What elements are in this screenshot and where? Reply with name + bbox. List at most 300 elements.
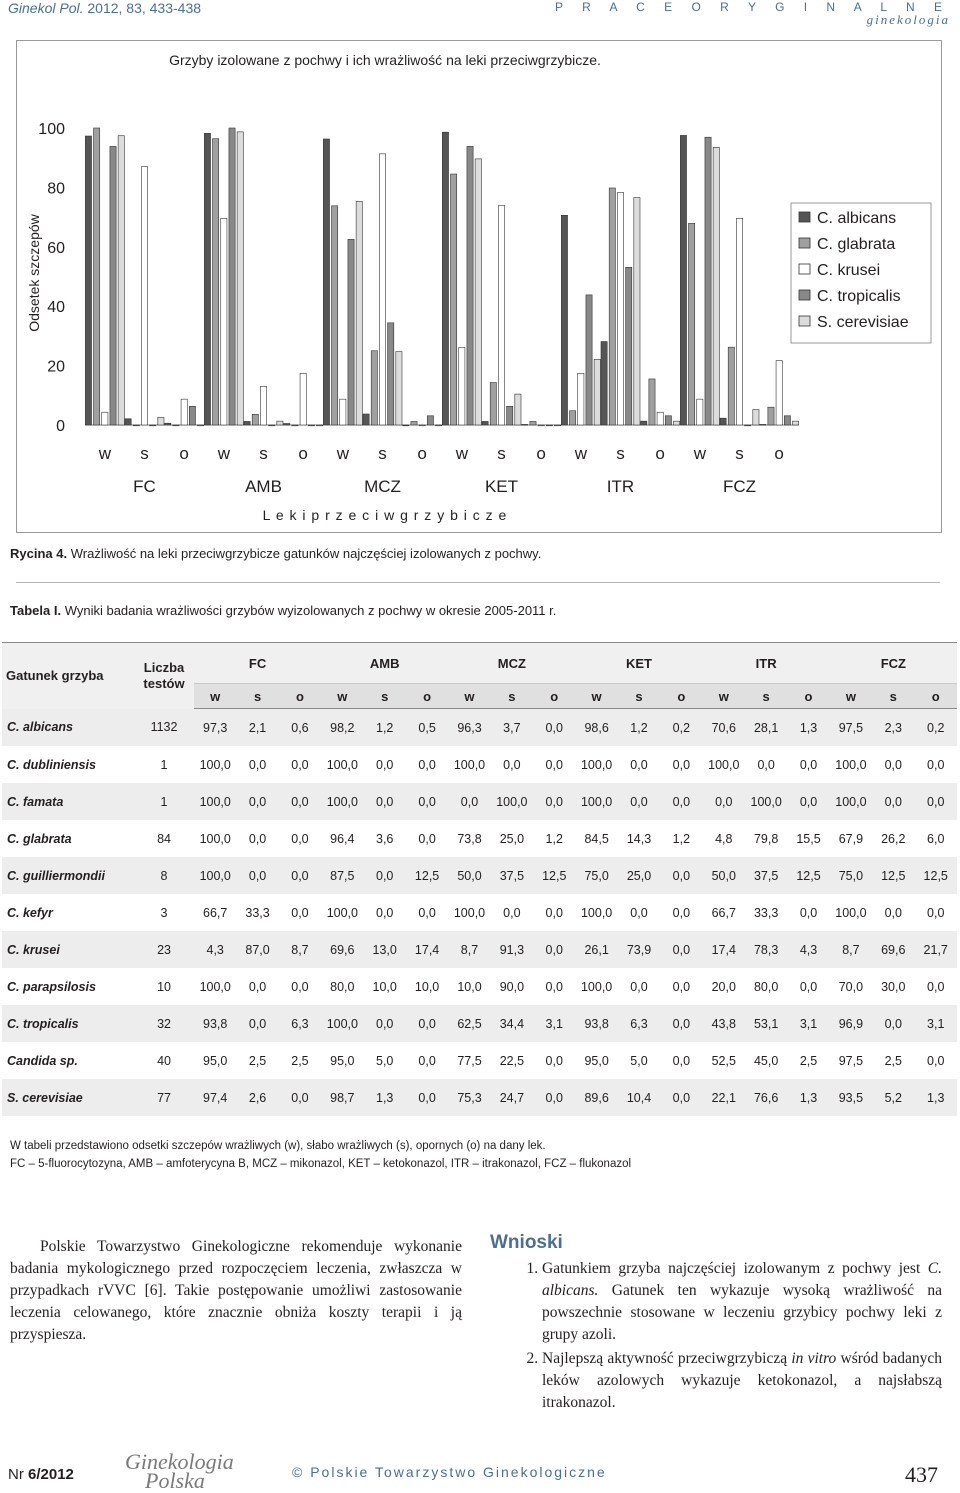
value-cell: 3,7 (491, 709, 533, 747)
value-cell: 100,0 (830, 746, 872, 783)
bar (277, 421, 283, 425)
value-cell: 0,0 (236, 783, 278, 820)
value-cell: 69,6 (872, 931, 914, 968)
value-cell: 0,0 (660, 1079, 702, 1116)
conclusion-1-species: C. albicans. (542, 1260, 942, 1299)
value-cell: 2,3 (872, 709, 914, 747)
value-cell: 12,5 (872, 857, 914, 894)
x-tick-label: w (693, 444, 706, 463)
value-cell: 15,5 (787, 820, 829, 857)
value-cell: 100,0 (575, 783, 617, 820)
value-cell: 93,5 (830, 1079, 872, 1116)
bar (110, 146, 116, 425)
value-cell: 33,3 (236, 894, 278, 931)
value-cell: 0,0 (279, 1079, 321, 1116)
value-cell: 70,0 (830, 968, 872, 1005)
value-cell: 0,0 (279, 746, 321, 783)
value-cell: 28,1 (745, 709, 787, 747)
table-note-2: FC – 5-fluorocytozyna, AMB – amfoterycyna B, MCZ – mikonazol, KET – ketokonazol, ITR – itrakonazol, FCZ – flukonazol (10, 1158, 632, 1170)
value-cell: 97,5 (830, 1042, 872, 1079)
value-cell: 0,0 (533, 931, 575, 968)
count-cell: 3 (134, 894, 194, 931)
value-cell: 3,1 (787, 1005, 829, 1042)
legend-entry: C. albicans (817, 210, 897, 227)
count-cell: 8 (134, 857, 194, 894)
value-cell: 0,0 (914, 746, 957, 783)
value-cell: 0,0 (914, 894, 957, 931)
footer-issue-prefix: Nr (8, 1466, 28, 1483)
footer-logo-line2: Polska (145, 1468, 205, 1493)
bar (252, 414, 258, 425)
bar (189, 406, 195, 425)
legend-entry: S. cerevisiae (817, 314, 909, 331)
value-cell: 3,1 (533, 1005, 575, 1042)
value-cell: 70,6 (703, 709, 745, 747)
value-cell: 100,0 (194, 820, 236, 857)
value-cell: 0,0 (279, 857, 321, 894)
value-cell: 2,5 (236, 1042, 278, 1079)
value-cell: 100,0 (703, 746, 745, 783)
value-cell: 0,0 (533, 783, 575, 820)
value-cell: 0,0 (787, 783, 829, 820)
bar (118, 136, 124, 425)
value-cell: 1,2 (618, 709, 660, 747)
bar (260, 386, 266, 425)
bar (403, 425, 409, 426)
legend-swatch (799, 290, 810, 300)
bar (522, 424, 528, 425)
value-cell: 0,2 (660, 709, 702, 747)
table-caption (10, 603, 556, 618)
value-cell: 0,0 (660, 783, 702, 820)
bar (467, 146, 473, 425)
value-cell: 24,7 (491, 1079, 533, 1116)
sub-header: w (194, 684, 236, 709)
value-cell: 0,0 (660, 1005, 702, 1042)
value-cell: 98,2 (321, 709, 363, 747)
legend-swatch (799, 264, 810, 274)
conclusions-list (490, 1258, 942, 1414)
page-number: 437 (905, 1462, 938, 1487)
table-row (2, 820, 957, 857)
value-cell: 0,0 (914, 1042, 957, 1079)
body-paragraph: Polskie Towarzystwo Ginekologiczne rekomenduje wykonanie badania mykologicznego przed rozpoczęciem leczenia, zwłaszcza w przypadkach rVVC [6]. Takie postępowanie umożliwi zastosowanie leczenia celowanego, które znacznie obniża koszty terapii i ją przyspiesza. (10, 1238, 462, 1343)
bar (586, 295, 592, 425)
value-cell: 12,5 (406, 857, 448, 894)
bar (308, 425, 314, 426)
value-cell: 100,0 (321, 783, 363, 820)
value-cell: 0,0 (660, 894, 702, 931)
bar (213, 139, 219, 425)
value-cell: 0,0 (660, 968, 702, 1005)
sub-header: o (660, 684, 702, 709)
value-cell: 0,0 (660, 1042, 702, 1079)
value-cell: 0,0 (279, 968, 321, 1005)
value-cell: 80,0 (321, 968, 363, 1005)
value-cell: 0,0 (279, 820, 321, 857)
value-cell: 76,6 (745, 1079, 787, 1116)
value-cell: 100,0 (830, 894, 872, 931)
value-cell: 0,0 (787, 968, 829, 1005)
value-cell: 0,0 (533, 746, 575, 783)
value-cell: 100,0 (448, 746, 490, 783)
value-cell: 13,0 (364, 931, 406, 968)
x-tick-label: s (616, 444, 625, 463)
value-cell: 0,0 (533, 709, 575, 747)
bar (363, 414, 369, 425)
bar (300, 373, 306, 425)
bar (269, 425, 275, 426)
value-cell: 4,3 (787, 931, 829, 968)
bar (459, 347, 465, 425)
x-tick-label: w (574, 444, 587, 463)
value-cell: 80,0 (745, 968, 787, 1005)
bar (561, 215, 567, 425)
bar (158, 417, 164, 425)
bar (482, 421, 488, 425)
legend-entry: C. tropicalis (817, 288, 901, 305)
value-cell: 0,0 (872, 1005, 914, 1042)
bar (753, 410, 759, 425)
value-cell: 73,8 (448, 820, 490, 857)
legend-entry: C. krusei (817, 262, 881, 279)
count-cell: 10 (134, 968, 194, 1005)
value-cell: 0,0 (406, 746, 448, 783)
conclusions-section (490, 1232, 942, 1416)
value-cell: 95,0 (194, 1042, 236, 1079)
bar (396, 352, 402, 425)
count-cell: 84 (134, 820, 194, 857)
y-tick-label: 20 (47, 358, 65, 376)
table-row (2, 1079, 957, 1116)
y-tick-label: 80 (47, 180, 65, 198)
table-row (2, 746, 957, 783)
x-tick-label: w (455, 444, 468, 463)
species-cell: C. dubliniensis (2, 746, 134, 783)
value-cell: 0,0 (618, 783, 660, 820)
value-cell: 100,0 (194, 968, 236, 1005)
value-cell: 93,8 (575, 1005, 617, 1042)
figure-caption (10, 546, 541, 561)
bar (371, 351, 377, 425)
bar (348, 239, 354, 425)
value-cell: 50,0 (703, 857, 745, 894)
value-cell: 100,0 (194, 783, 236, 820)
figure-label: Rycina 4. (10, 546, 68, 561)
value-cell: 0,0 (533, 894, 575, 931)
bar (736, 218, 742, 425)
value-cell: 0,6 (279, 709, 321, 747)
bar (181, 399, 187, 425)
value-cell: 69,6 (321, 931, 363, 968)
value-cell: 100,0 (194, 746, 236, 783)
sub-header: o (787, 684, 829, 709)
value-cell: 96,3 (448, 709, 490, 747)
brand-label: ginekologia (866, 12, 950, 27)
bar (689, 223, 695, 425)
value-cell: 0,0 (491, 746, 533, 783)
bar (530, 421, 536, 425)
bar (419, 425, 425, 426)
value-cell: 0,0 (448, 783, 490, 820)
value-cell: 100,0 (448, 894, 490, 931)
y-tick-label: 60 (47, 239, 65, 257)
bar (768, 407, 774, 425)
group-header: KET (575, 643, 702, 684)
value-cell: 3,1 (914, 1005, 957, 1042)
bar (490, 383, 496, 425)
sub-header: o (533, 684, 575, 709)
value-cell: 4,3 (194, 931, 236, 968)
bar (728, 347, 734, 425)
x-group-label: FC (133, 477, 156, 496)
value-cell: 12,5 (914, 857, 957, 894)
bar (697, 399, 703, 425)
footer-copyright: © Polskie Towarzystwo Ginekologiczne (292, 1464, 607, 1480)
value-cell: 25,0 (491, 820, 533, 857)
value-cell: 25,0 (618, 857, 660, 894)
bar (442, 132, 448, 425)
col-count-header (134, 643, 194, 709)
table-label: Tabela I. (10, 603, 62, 618)
bar (141, 167, 147, 425)
citation: 2012, 83, 433-438 (87, 0, 202, 16)
sub-header: o (406, 684, 448, 709)
value-cell: 6,3 (618, 1005, 660, 1042)
conclusion-1-text-c: Gatunek ten wykazuje wysoką wrażliwość na powszechnie stosowane w leczeniu grzybicy pochwy leki z grupy azoli. (542, 1282, 942, 1343)
value-cell: 0,0 (406, 1042, 448, 1079)
x-tick-label: s (497, 444, 506, 463)
value-cell: 0,0 (872, 746, 914, 783)
bar (720, 418, 726, 425)
species-cell: C. guilliermondii (2, 857, 134, 894)
value-cell: 100,0 (830, 783, 872, 820)
bar (784, 416, 790, 425)
table-row (2, 857, 957, 894)
group-header: ITR (703, 643, 830, 684)
x-tick-label: o (417, 444, 427, 463)
sub-header: w (575, 684, 617, 709)
species-cell: S. cerevisiae (2, 1079, 134, 1116)
value-cell: 50,0 (448, 857, 490, 894)
value-cell: 0,0 (533, 1042, 575, 1079)
bar (515, 394, 521, 425)
value-cell: 0,0 (787, 746, 829, 783)
x-tick-label: o (774, 444, 784, 463)
y-tick-label: 0 (56, 418, 65, 435)
value-cell: 98,7 (321, 1079, 363, 1116)
value-cell: 2,5 (787, 1042, 829, 1079)
value-cell: 95,0 (575, 1042, 617, 1079)
y-axis-label: Odsetek szczepów (26, 214, 42, 332)
bar (316, 425, 322, 426)
bar (244, 421, 250, 425)
x-tick-label: w (217, 444, 230, 463)
bar (379, 154, 385, 425)
footer-issue (8, 1466, 74, 1483)
value-cell: 2,6 (236, 1079, 278, 1116)
x-tick-label: s (378, 444, 387, 463)
bar (705, 137, 711, 425)
y-tick-label: 100 (38, 121, 65, 138)
bar (554, 425, 560, 426)
value-cell: 1,3 (364, 1079, 406, 1116)
bar (102, 412, 108, 425)
x-tick-label: s (140, 444, 149, 463)
value-cell: 0,0 (364, 783, 406, 820)
value-cell: 93,8 (194, 1005, 236, 1042)
value-cell: 2,5 (279, 1042, 321, 1079)
conclusion-2-invitro: in vitro (791, 1350, 837, 1367)
value-cell: 12,5 (533, 857, 575, 894)
value-cell: 84,5 (575, 820, 617, 857)
value-cell: 10,4 (618, 1079, 660, 1116)
species-cell: C. famata (2, 783, 134, 820)
value-cell: 0,0 (279, 783, 321, 820)
value-cell: 0,0 (406, 783, 448, 820)
value-cell: 87,0 (236, 931, 278, 968)
bar (221, 218, 227, 425)
bar (570, 411, 576, 425)
table-caption-text: Wyniki badania wrażliwości grzybów wyizolowanych z pochwy w okresie 2005-2011 r. (64, 603, 557, 618)
figure-chart-frame (16, 40, 942, 533)
bar (388, 323, 394, 425)
bar (578, 373, 584, 425)
species-cell: C. kefyr (2, 894, 134, 931)
value-cell: 62,5 (448, 1005, 490, 1042)
divider (16, 582, 940, 583)
bar (284, 424, 290, 425)
bar (125, 419, 131, 425)
value-cell: 100,0 (194, 857, 236, 894)
value-cell: 0,0 (660, 746, 702, 783)
bar (411, 421, 417, 425)
value-cell: 0,0 (236, 746, 278, 783)
value-cell: 53,1 (745, 1005, 787, 1042)
value-cell: 34,4 (491, 1005, 533, 1042)
value-cell: 43,8 (703, 1005, 745, 1042)
species-cell: C. glabrata (2, 820, 134, 857)
value-cell: 100,0 (745, 783, 787, 820)
count-cell: 1132 (134, 709, 194, 747)
value-cell: 0,2 (914, 709, 957, 747)
value-cell: 12,5 (787, 857, 829, 894)
x-tick-label: o (536, 444, 546, 463)
value-cell: 0,0 (745, 746, 787, 783)
value-cell: 2,1 (236, 709, 278, 747)
value-cell: 0,0 (618, 894, 660, 931)
species-cell: C. krusei (2, 931, 134, 968)
value-cell: 75,3 (448, 1079, 490, 1116)
value-cell: 0,0 (236, 857, 278, 894)
bar (197, 425, 203, 426)
sub-header: s (745, 684, 787, 709)
group-header: MCZ (448, 643, 575, 684)
value-cell: 0,0 (618, 968, 660, 1005)
value-cell: 21,7 (914, 931, 957, 968)
value-cell: 0,0 (406, 1005, 448, 1042)
value-cell: 0,0 (618, 746, 660, 783)
conclusions-title: Wnioski (490, 1232, 563, 1253)
value-cell: 3,6 (364, 820, 406, 857)
value-cell: 87,5 (321, 857, 363, 894)
value-cell: 8,7 (830, 931, 872, 968)
value-cell: 75,0 (575, 857, 617, 894)
bar (451, 174, 457, 425)
value-cell: 0,0 (236, 1005, 278, 1042)
value-cell: 0,0 (279, 894, 321, 931)
value-cell: 0,0 (872, 783, 914, 820)
bar (792, 421, 798, 425)
conclusion-1-text-a: Gatunkiem grzyba najczęściej izolowanym z pochwy jest (542, 1260, 928, 1277)
table-note-1: W tabeli przedstawiono odsetki szczepów wrażliwych (w), słabo wrażliwych (s), opornych (o) na dany lek. (10, 1140, 546, 1152)
count-cell: 1 (134, 783, 194, 820)
bar (332, 206, 338, 425)
x-tick-label: o (179, 444, 189, 463)
col-count-header-line1: Liczba (143, 659, 185, 675)
x-axis-label: L e k i p r z e c i w g r z y b i c z e (262, 507, 508, 523)
value-cell: 0,0 (236, 820, 278, 857)
value-cell: 100,0 (575, 894, 617, 931)
value-cell: 77,5 (448, 1042, 490, 1079)
value-cell: 4,8 (703, 820, 745, 857)
sub-header: o (914, 684, 957, 709)
bar (601, 342, 607, 425)
bar (657, 412, 663, 425)
conclusion-2-text-a: Najlepszą aktywność przeciwgrzybiczą (542, 1350, 792, 1367)
col-species-header: Gatunek grzyba (2, 643, 134, 709)
value-cell: 1,3 (787, 709, 829, 747)
x-tick-label: s (735, 444, 744, 463)
x-group-label: ITR (606, 477, 635, 496)
bar (538, 425, 544, 426)
sub-header: w (321, 684, 363, 709)
bar (292, 425, 298, 426)
table-row (2, 1005, 957, 1042)
legend-swatch (799, 316, 810, 326)
x-group-label: KET (484, 477, 519, 496)
value-cell: 30,0 (872, 968, 914, 1005)
value-cell: 1,3 (914, 1079, 957, 1116)
table-row (2, 709, 957, 747)
bar (323, 139, 329, 425)
value-cell: 8,7 (448, 931, 490, 968)
count-cell: 40 (134, 1042, 194, 1079)
x-tick-label: o (655, 444, 665, 463)
value-cell: 1,2 (660, 820, 702, 857)
y-tick-label: 40 (47, 299, 65, 317)
value-cell: 0,0 (787, 894, 829, 931)
value-cell: 1,3 (787, 1079, 829, 1116)
value-cell: 78,3 (745, 931, 787, 968)
bar (133, 425, 139, 426)
bar (713, 147, 719, 425)
sub-header: s (491, 684, 533, 709)
table-row (2, 1042, 957, 1079)
bar (665, 416, 671, 425)
value-cell: 45,0 (745, 1042, 787, 1079)
bar (745, 425, 751, 426)
group-header: FCZ (830, 643, 957, 684)
value-cell: 0,0 (914, 783, 957, 820)
bar (475, 159, 481, 425)
bar (609, 188, 615, 425)
sub-header: s (872, 684, 914, 709)
figure-caption-text: Wrażliwość na leki przeciwgrzybicze gatunków najczęściej izolowanych z pochwy. (70, 546, 542, 561)
bar-chart (17, 41, 941, 532)
value-cell: 37,5 (745, 857, 787, 894)
x-tick-label: w (98, 444, 111, 463)
